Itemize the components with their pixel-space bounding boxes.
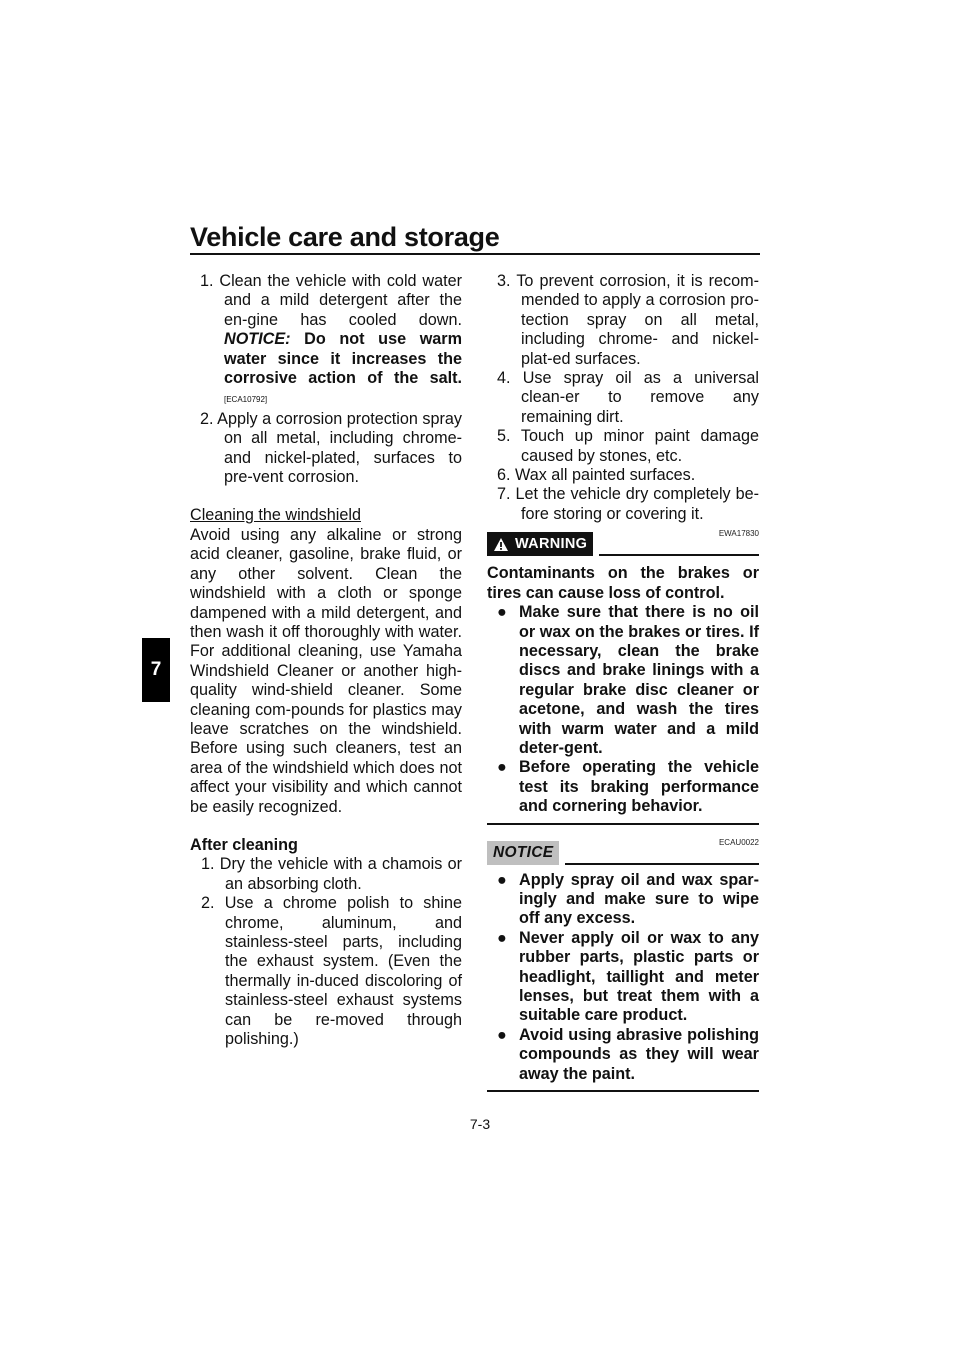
warning-bullet [487, 758, 759, 816]
bullet-dot-icon: ● [497, 870, 507, 889]
notice-bullet-text: Apply spray oil and wax spar-ingly and make sure to wipe off any excess. [519, 870, 759, 928]
step-text: Clean the vehicle with cold water and a mild detergent after the en-gine has cooled down. [219, 272, 462, 329]
notice-rule [565, 863, 759, 865]
after-cleaning-heading: After cleaning [190, 835, 298, 854]
inline-notice-label: NOTICE: [224, 330, 291, 349]
warning-bullet-text: Make sure that there is no oil or wax on the brakes or tires. If necessary, clean the brake discs and brake linings with a regular brake disc cleaner or acetone, and wash the tires with warm water and a mild deter-gent. [519, 603, 759, 757]
after-step-2 [190, 894, 462, 1049]
cleaning-step-6 [487, 466, 759, 485]
bullet-dot-icon: ● [497, 603, 507, 622]
bullet-dot-icon: ● [497, 1025, 507, 1044]
windshield-heading: Cleaning the windshield [190, 506, 361, 525]
warning-bullet [487, 603, 759, 758]
warning-header [487, 530, 759, 556]
page-number: 7-3 [469, 1116, 491, 1132]
step-number: 2. [201, 894, 215, 913]
step-number: 7. [497, 485, 511, 504]
warning-code: EWA17830 [718, 529, 759, 539]
warning-end-rule [487, 823, 759, 825]
step-number: 1. [201, 855, 215, 874]
page-title: Vehicle care and storage [190, 222, 500, 252]
right-column [487, 272, 759, 1092]
cleaning-step-3 [487, 272, 759, 369]
chapter-tab: 7 [142, 638, 170, 702]
left-column [190, 272, 462, 1049]
notice-bullet [487, 871, 759, 929]
step-text: Use spray oil as a universal clean-er to remove any remaining dirt. [521, 369, 759, 426]
bullet-dot-icon: ● [497, 928, 507, 947]
cleaning-step-2 [190, 410, 462, 488]
windshield-paragraph: Avoid using any alkaline or strong acid cleaner, gasoline, brake fluid, or any other solvent. Clean the windshield with a cloth or sponge dampened with a mild detergent, and then wash it off thoroughly with water. For additional cleaning, use Yamaha Windshield Cleaner or another high-quality wind-shield cleaner. Some cleaning com-pounds for plastics may leave scratches on the windshield. Before using such cleaners, test an area of the windshield which does not affect your visibility and which cannot be easily recognized. [190, 525, 462, 816]
header-rule [190, 253, 760, 255]
notice-code: ECAU0022 [718, 837, 759, 847]
step-text: Use a chrome polish to shine chrome, aluminum, and stainless-steel parts, including the exhaust system. (Even the thermally in-duced discoloring of stainless-steel exhaust systems can be re-moved through polishing.) [224, 894, 462, 1049]
warning-lead: Contaminants on the brakes or tires can cause loss of control. [487, 564, 759, 602]
step-number: 1. [200, 272, 214, 290]
notice-badge: NOTICE [487, 841, 559, 865]
notice-bullet [487, 1026, 759, 1084]
warning-triangle-icon [493, 537, 509, 552]
cleaning-step-7 [487, 485, 759, 524]
cleaning-step-5 [487, 427, 759, 466]
warning-badge [487, 532, 593, 556]
notice-header [487, 839, 759, 865]
step-number: 4. [497, 369, 511, 388]
warning-label: WARNING [515, 535, 588, 552]
step-text: Dry the vehicle with a chamois or an absorbing cloth. [219, 855, 462, 893]
step-text: Touch up minor paint damage caused by stones, etc. [520, 427, 759, 465]
step-number: 3. [497, 272, 511, 290]
notice-bullet-text: Avoid using abrasive polishing compounds as they will wear away the paint. [519, 1025, 759, 1083]
bullet-dot-icon: ● [497, 758, 507, 777]
step-text: Wax all painted surfaces. [515, 466, 696, 485]
step-text: To prevent corrosion, it is recom-mended to apply a corrosion pro-tection spray on all metal, including chrome- and nickel-plat-ed surfaces. [516, 272, 759, 368]
notice-bullet-text: Never apply oil or wax to any rubber parts, plastic parts or headlight, taillight and meter lenses, but treat them with a suitable care product. [519, 928, 759, 1025]
after-step-1 [190, 855, 462, 894]
notice-end-rule [487, 1090, 759, 1092]
inline-notice-text: Do not use warm water since it increases the corrosive action of the salt. [224, 330, 462, 388]
cleaning-step-1 [190, 272, 462, 410]
step-number: 5. [497, 427, 511, 446]
step-number: 2. [200, 409, 214, 428]
reference-code: [ECA10792] [224, 395, 268, 405]
warning-rule [599, 554, 759, 556]
step-text: Apply a corrosion protection spray on all metal, including chrome- and nickel-plated, surfaces to pre-vent corrosion. [217, 409, 463, 487]
step-text: Let the vehicle dry completely be-fore storing or covering it. [515, 485, 760, 523]
warning-bullet-text: Before operating the vehicle test its braking performance and cornering behavior. [519, 758, 759, 816]
step-number: 6. [497, 466, 511, 485]
notice-bullet [487, 929, 759, 1026]
cleaning-step-4 [487, 369, 759, 427]
